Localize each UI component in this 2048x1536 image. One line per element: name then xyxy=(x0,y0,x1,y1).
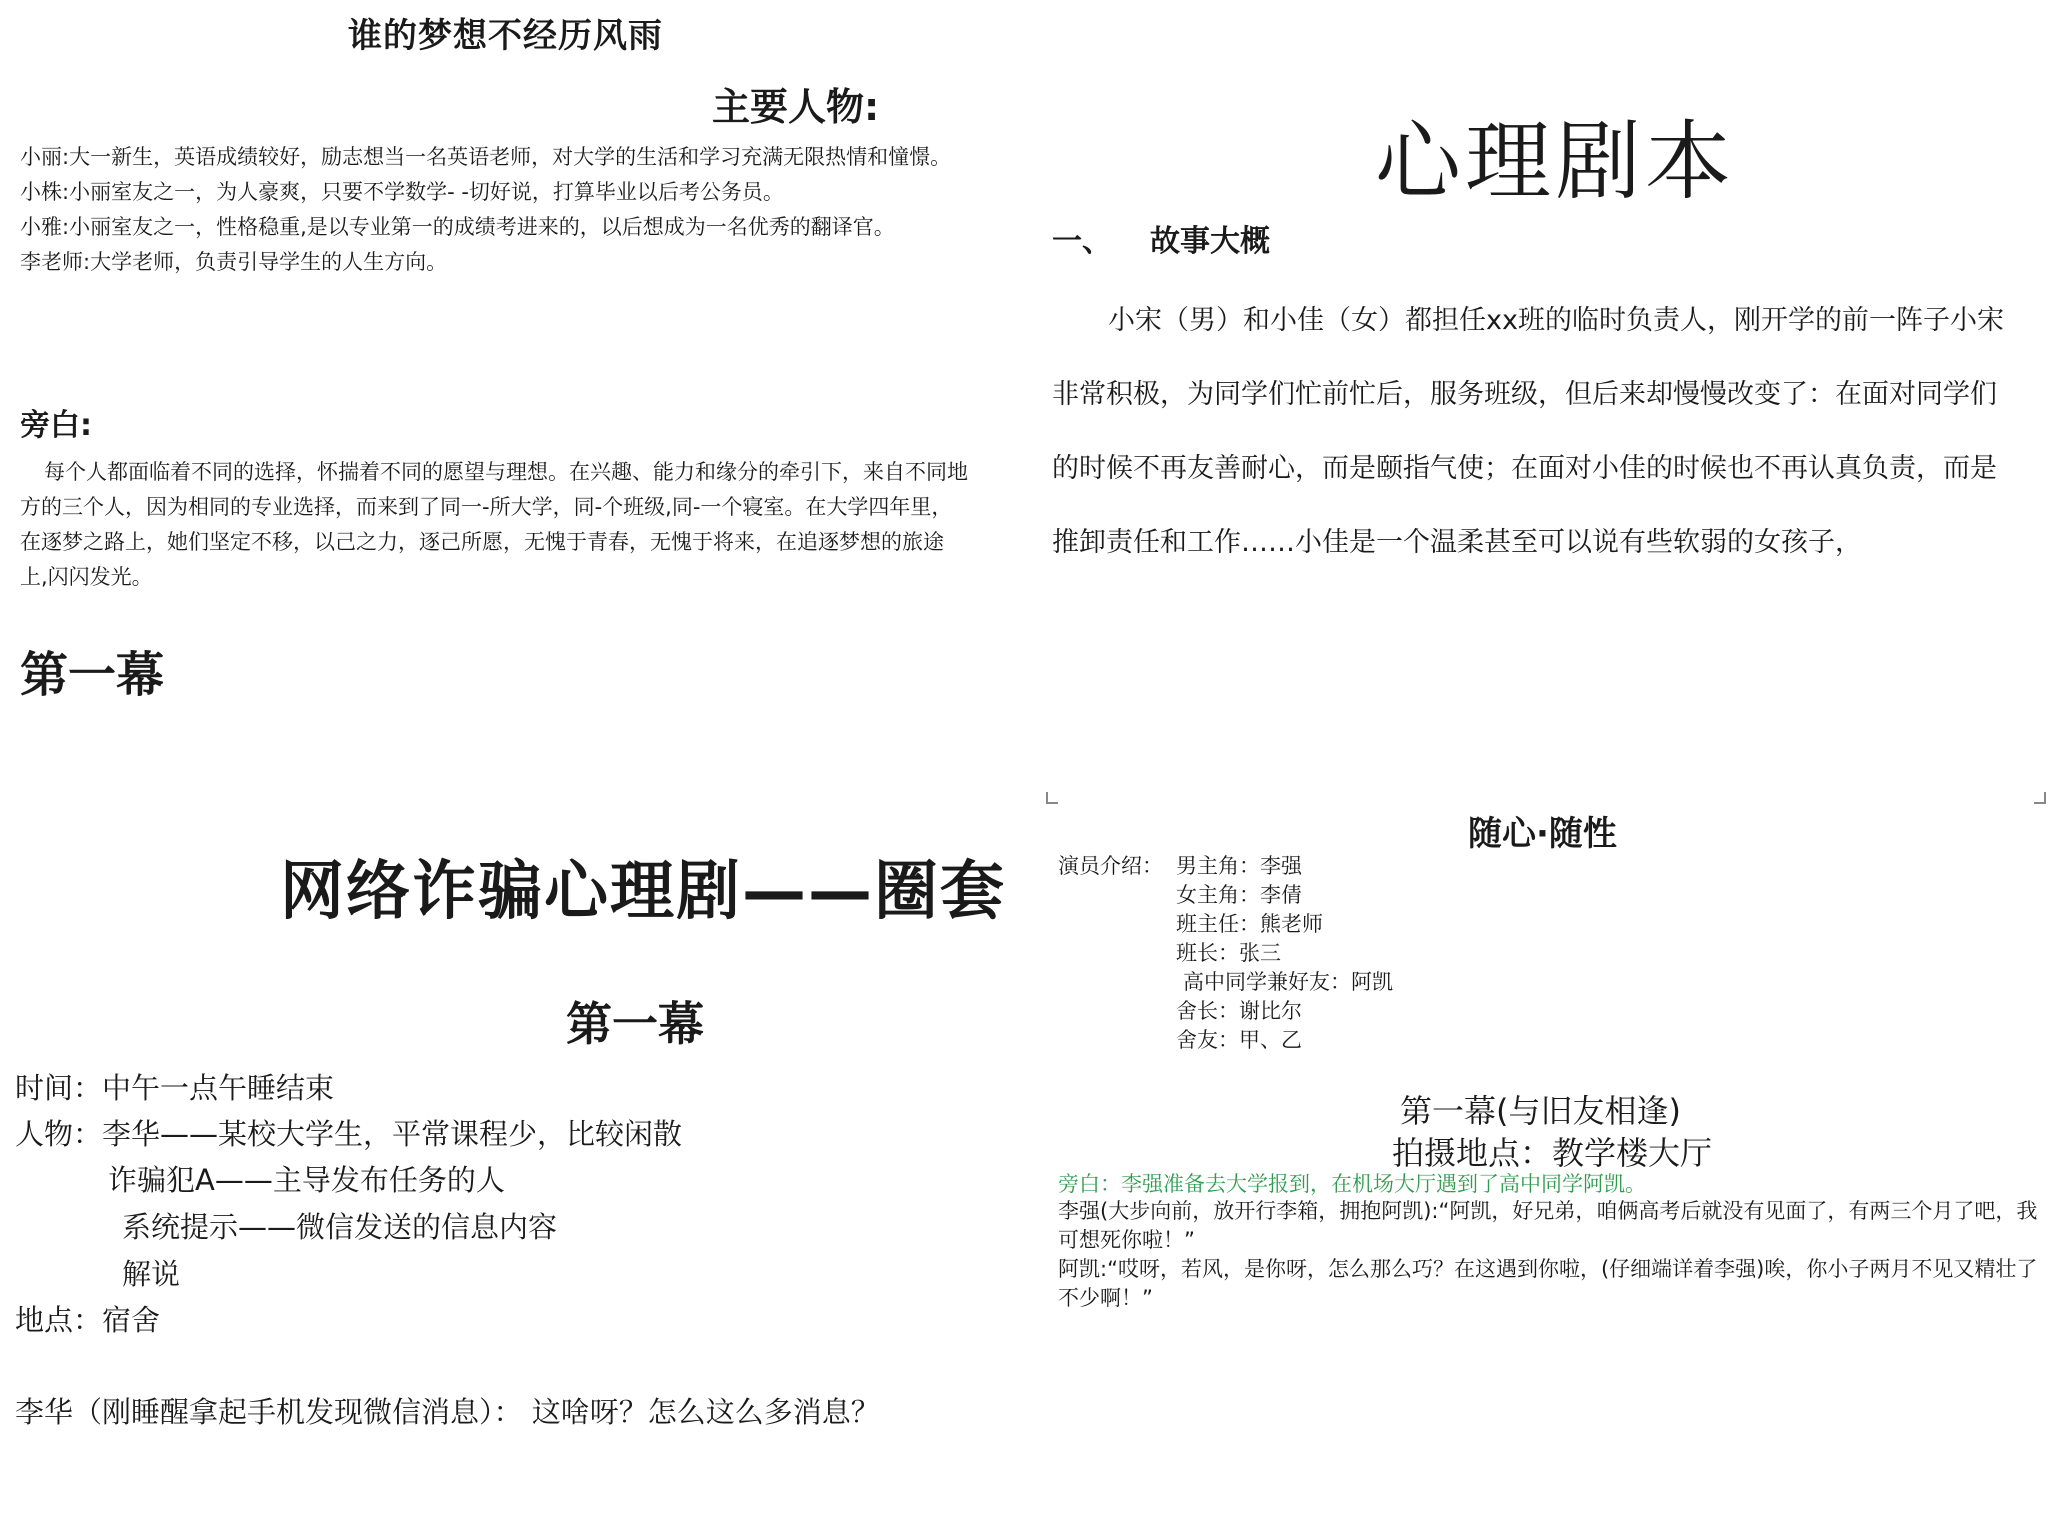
character-entry: 小雅:小丽室友之一，性格稳重,是以专业第一的成绩考进来的，以后想成为一名优秀的翻译官。 xyxy=(20,215,895,239)
script-title: 随心·随性 xyxy=(1468,814,1617,854)
cast-entry: 班长：张三 xyxy=(1176,941,1281,965)
narration-line: 旁白：李强准备去大学报到，在机场大厅遇到了高中同学阿凯。 xyxy=(1058,1172,1646,1196)
scene-heading: 第一幕(与旧友相逢) xyxy=(1400,1092,1681,1130)
page-corner-mark xyxy=(2034,792,2046,804)
scene-heading: 第一幕 xyxy=(20,647,165,703)
people-label: 人物： xyxy=(15,1117,103,1151)
narration-heading: 旁白: xyxy=(20,408,92,443)
script-title: 心理剧本 xyxy=(1375,112,1735,212)
section-title: 故事大概 xyxy=(1150,224,1270,259)
person-entry: 李华——某校大学生，平常课程少，比较闲散 xyxy=(102,1117,683,1151)
story-summary: 小宋（男）和小佳（女）都担任xx班的临时负责人，刚开学的前一阵子小宋非常积极，为同学们忙前忙后，服务班级，但后来却慢慢改变了：在面对同学们的时候不再友善耐心，而是颐指气使；在面对小佳的时候也不再认真负责，而是推卸责任和工作……小佳是一个温柔甚至可以说有些软弱的女孩子， xyxy=(1052,305,2004,558)
cast-intro-label: 演员介绍： xyxy=(1058,854,1163,878)
cast-entry: 舍长：谢比尔 xyxy=(1176,999,1302,1023)
dialogue-line: 李华（刚睡醒拿起手机发现微信消息）： 这啥呀？怎么这么多消息？ xyxy=(15,1395,880,1429)
character-list xyxy=(20,140,970,280)
time-line xyxy=(15,1066,334,1107)
cast-entry: 班主任：熊老师 xyxy=(1176,912,1323,936)
location-line: 拍摄地点：教学楼大厅 xyxy=(1392,1134,1713,1172)
dialogue-block xyxy=(1058,1197,2038,1313)
time-value: 中午一点午睡结束 xyxy=(102,1071,335,1105)
section-number: 一、 xyxy=(1052,224,1112,259)
cast-entry: 舍友：甲、乙 xyxy=(1176,1028,1302,1052)
person-entry: 诈骗犯A——主导发布任务的人 xyxy=(108,1163,505,1197)
character-entry: 小株:小丽室友之一，为人豪爽，只要不学数学- -切好说，打算毕业以后考公务员。 xyxy=(20,180,784,204)
place-line xyxy=(15,1298,160,1339)
place-label: 地点： xyxy=(15,1303,103,1337)
characters-heading: 主要人物: xyxy=(712,85,880,129)
character-entry: 李老师:大学老师，负责引导学生的人生方向。 xyxy=(20,250,448,274)
cast-entry: 男主角：李强 xyxy=(1176,854,1302,878)
cast-entry: 高中同学兼好友：阿凯 xyxy=(1183,970,1393,994)
dialogue-line: 李强(大步向前，放开行李箱，拥抱阿凯):“阿凯，好兄弟，咱俩高考后就没有见面了，有两三个月了吧，我可想死你啦！” xyxy=(1058,1199,2038,1252)
time-label: 时间： xyxy=(15,1071,103,1105)
character-entry: 小丽:大一新生，英语成绩较好，励志想当一名英语老师，对大学的生活和学习充满无限热情和憧憬。 xyxy=(20,145,952,169)
dialogue-line: 阿凯:“哎呀，若风，是你呀，怎么那么巧？在这遇到你啦，(仔细端详着李强)唉，你小子两月不见又精壮了不少啊！” xyxy=(1058,1257,2038,1310)
place-value: 宿舍 xyxy=(102,1303,161,1337)
person-entry: 系统提示——微信发送的信息内容 xyxy=(122,1210,558,1244)
page-corner-mark xyxy=(1046,792,1058,804)
script-title: 谁的梦想不经历风雨 xyxy=(348,16,663,56)
scene-heading: 第一幕 xyxy=(566,997,704,1051)
narration-paragraph: 每个人都面临着不同的选择，怀揣着不同的愿望与理想。在兴趣、能力和缘分的牵引下，来自不同地方的三个人，因为相同的专业选择，而来到了同一-所大学，同-个班级,同-一个寝室。在大学四年里，在逐梦之路上，她们坚定不移，以己之力，逐己所愿，无愧于青春，无愧于将来，在追逐梦想的旅途上,闪闪发光。 xyxy=(20,460,968,589)
section-heading xyxy=(1052,216,1270,260)
people-line xyxy=(15,1112,682,1153)
script-title: 网络诈骗心理剧——圈套 xyxy=(280,855,1006,929)
cast-entry: 女主角：李倩 xyxy=(1176,883,1302,907)
person-entry: 解说 xyxy=(122,1257,181,1291)
